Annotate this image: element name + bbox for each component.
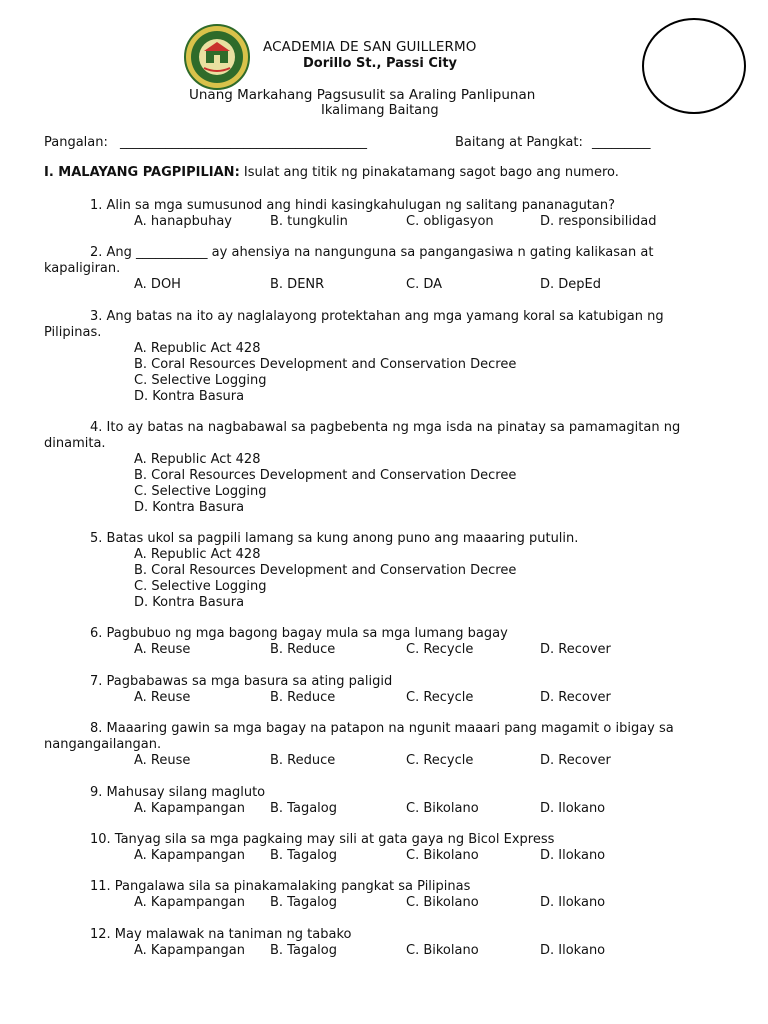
option-d: D. Recover	[540, 642, 611, 657]
option-b: B. Tagalog	[270, 943, 337, 958]
option-d: D. responsibilidad	[540, 214, 657, 229]
option-a: A. hanapbuhay	[134, 214, 232, 229]
option-b: B. Reduce	[270, 690, 336, 705]
option-a: A. Kapampangan	[134, 848, 245, 863]
option-d: D. Kontra Basura	[134, 595, 245, 610]
option-c: C. Bikolano	[406, 895, 479, 910]
option-d: D. Ilokano	[540, 801, 606, 816]
question-10	[44, 832, 704, 848]
option-a: A. Reuse	[134, 642, 191, 657]
option-c: C. Selective Logging	[134, 579, 267, 594]
question-text: 8. Maaaring gawin sa mga bagay na patapon na ngunit maaari pang magamit o ibigay sa nangangailangan.	[44, 721, 674, 752]
question-5	[44, 531, 704, 547]
options-list	[134, 341, 516, 405]
option-c: C. Bikolano	[406, 848, 479, 863]
question-3	[44, 309, 704, 341]
option-c: C. Recycle	[406, 642, 474, 657]
option-c: C. Bikolano	[406, 943, 479, 958]
option-a: A. Kapampangan	[134, 943, 245, 958]
option-c: C. Selective Logging	[134, 373, 267, 388]
question-text: 11. Pangalawa sila sa pinakamalaking pangkat sa Pilipinas	[90, 879, 471, 894]
option-d: D. Ilokano	[540, 943, 606, 958]
section-instruction: Isulat ang titik ng pinakatamang sagot bago ang numero.	[243, 165, 619, 180]
option-b: B. DENR	[270, 277, 325, 292]
question-4	[44, 420, 704, 452]
option-d: D. Kontra Basura	[134, 389, 245, 404]
option-c: C. DA	[406, 277, 443, 292]
school-name: ACADEMIA DE SAN GUILLERMO	[263, 39, 477, 55]
option-d: D. Ilokano	[540, 895, 606, 910]
question-text: 9. Mahusay silang magluto	[90, 785, 266, 800]
option-d: D. Recover	[540, 690, 611, 705]
option-a: A. Republic Act 428	[134, 341, 261, 356]
section-title: I. MALAYANG PAGPIPILIAN:	[44, 165, 240, 180]
question-7	[44, 674, 704, 690]
question-text: 10. Tanyag sila sa mga pagkaing may sili at gata gaya ng Bicol Express	[90, 832, 555, 847]
question-8	[44, 721, 704, 753]
exam-title: Unang Markahang Pagsusulit sa Araling Panlipunan	[189, 87, 536, 103]
school-seal-logo	[184, 24, 250, 90]
option-a: A. Republic Act 428	[134, 547, 261, 562]
question-text: 3. Ang batas na ito ay naglalayong protektahan ang mga yamang koral sa katubigan ng Pilipinas.	[44, 309, 664, 340]
question-text: 4. Ito ay batas na nagbabawal sa pagbebenta ng mga isda na pinatay sa pamamagitan ng dinamita.	[44, 420, 681, 451]
option-b: B. Reduce	[270, 753, 336, 768]
question-text: 2. Ang ___________ ay ahensiya na nangunguna sa pangangasiwa n gating kalikasan at kapaligiran.	[44, 245, 654, 276]
option-b: B. Reduce	[270, 642, 336, 657]
school-address: Dorillo St., Passi City	[303, 56, 458, 71]
option-b: B. Coral Resources Development and Conservation Decree	[134, 357, 517, 372]
question-text: 12. May malawak na taniman ng tabako	[90, 927, 352, 942]
option-b: B. Tagalog	[270, 801, 337, 816]
options-list	[134, 547, 516, 611]
question-text: 6. Pagbubuo ng mga bagong bagay mula sa mga lumang bagay	[90, 626, 508, 641]
option-b: B. Coral Resources Development and Conservation Decree	[134, 468, 517, 483]
question-1	[44, 198, 704, 214]
option-b: B. Tagalog	[270, 895, 337, 910]
option-c: C. Bikolano	[406, 801, 479, 816]
option-c: C. Selective Logging	[134, 484, 267, 499]
option-b: B. tungkulin	[270, 214, 348, 229]
option-b: B. Tagalog	[270, 848, 337, 863]
option-a: A. Reuse	[134, 690, 191, 705]
question-text: 7. Pagbabawas sa mga basura sa ating paligid	[90, 674, 393, 689]
name-blank[interactable]: ______________________________________	[120, 135, 367, 150]
name-label: Pangalan:	[44, 135, 108, 150]
option-a: A. Kapampangan	[134, 895, 245, 910]
grade-section-blank[interactable]: _________	[592, 135, 651, 150]
option-d: D. Ilokano	[540, 848, 606, 863]
option-c: C. obligasyon	[406, 214, 494, 229]
question-6	[44, 626, 704, 642]
score-circle	[642, 18, 746, 114]
question-text: 5. Batas ukol sa pagpili lamang sa kung anong puno ang maaaring putulin.	[90, 531, 579, 546]
options-list	[134, 452, 516, 516]
option-d: D. Kontra Basura	[134, 500, 245, 515]
option-c: C. Recycle	[406, 753, 474, 768]
question-9	[44, 785, 704, 801]
question-text: 1. Alin sa mga sumusunod ang hindi kasingkahulugan ng salitang pananagutan?	[90, 198, 616, 213]
question-11	[44, 879, 704, 895]
option-c: C. Recycle	[406, 690, 474, 705]
option-a: A. Republic Act 428	[134, 452, 261, 467]
option-d: D. DepEd	[540, 277, 602, 292]
grade-level: Ikalimang Baitang	[321, 103, 439, 118]
option-d: D. Recover	[540, 753, 611, 768]
question-12	[44, 927, 704, 943]
option-a: A. Reuse	[134, 753, 191, 768]
option-a: A. Kapampangan	[134, 801, 245, 816]
question-2	[44, 245, 704, 277]
grade-section-label: Baitang at Pangkat:	[455, 135, 583, 150]
section-heading	[44, 165, 619, 180]
option-b: B. Coral Resources Development and Conservation Decree	[134, 563, 517, 578]
option-a: A. DOH	[134, 277, 181, 292]
